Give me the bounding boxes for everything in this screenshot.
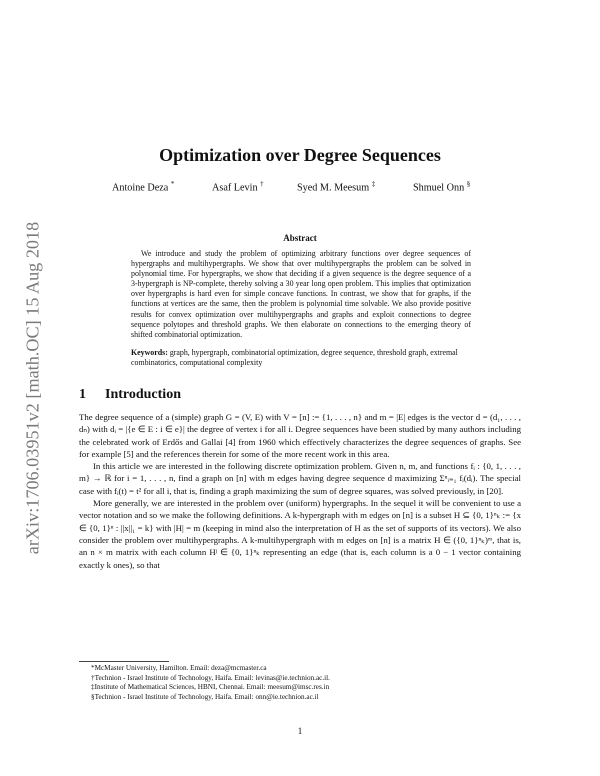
paragraph-2: In this article we are interested in the following discrete optimization problem. Given n, m, and functions fᵢ : {0, 1, . . . , m} → ℝ for i = 1, . . . , n, find a graph on [n] with m edges having degree sequence d maximizing Σⁿᵢ₌₁ fᵢ(dᵢ). The special case with fᵢ(t) = t² for all i, that is, finding a graph maximizing the sum of degree squares, was solved previously, in [20]. xyxy=(79,461,521,496)
abstract-heading: Abstract xyxy=(283,233,317,243)
section-number: 1 xyxy=(79,387,86,402)
body-text xyxy=(79,411,521,571)
footnotes xyxy=(79,664,521,702)
author-4: Shmuel Onn § xyxy=(413,180,471,194)
page-number: 1 xyxy=(297,726,303,736)
section-title: Introduction xyxy=(105,387,181,402)
abstract-text: We introduce and study the problem of optimizing arbitrary functions over degree sequences of hypergraphs and multihypergraphs. We show that over multihypergraphs the problem can be solved in polynomial time. For hypergraphs, we show that deciding if a given sequence is the degree sequence of a 3-hypergraph is NP-complete, thereby solving a 30 year long open problem. This implies that optimization over hypergraphs is hard even for simple concave functions. In contrast, we show that for graphs, if the functions at vertices are the same, then the problem is polynomial time solvable. We also provide positive results for convex optimization over multihypergraphs and graphs and exploit connections to degree sequence polytopes and threshold graphs. We then elaborate on connections to the emerging theory of shifted combinatorial optimization. xyxy=(131,249,471,339)
section-heading xyxy=(79,387,181,403)
keywords xyxy=(131,348,471,368)
author-3: Syed M. Meesum ‡ xyxy=(297,180,376,194)
keywords-label: Keywords: xyxy=(131,348,168,357)
author-2: Asaf Levin † xyxy=(212,180,264,194)
footnote-2: †Technion - Israel Institute of Technology, Haifa. Email: levinas@ie.technion.ac.il. xyxy=(91,673,330,682)
arxiv-stamp-text: arXiv:1706.03951v2 [math.OC] 15 Aug 2018 xyxy=(22,221,43,555)
paper-title: Optimization over Degree Sequences xyxy=(159,145,441,165)
footnote-1: *McMaster University, Hamilton. Email: deza@mcmaster.ca xyxy=(91,664,267,672)
paragraph-1: The degree sequence of a (simple) graph G = (V, E) with V = [n] := {1, . . . , n} and m = |E| edges is the vector d = (d₁, . . . , dₙ) with dᵢ = |{e ∈ E : i ∈ e}| the degree of vertex i for all i. Degree sequences have been studied by many authors including the celebrated work of Erdős and Gallai [4] from 1960 which effectively characterizes the degree sequences of graphs. See for example [5] and the references therein for some of the more recent work in this area. xyxy=(79,412,521,459)
paragraph-3: More generally, we are interested in the problem over (uniform) hypergraphs. In the sequel it will be convenient to use a vector notation and so we make the following definitions. A k-hypergraph with m edges on [n] is a subset H ⊆ {0, 1}ⁿₖ := {x ∈ {0, 1}ⁿ : ||x||₁ = k} with |H| = m (keeping in mind also the interpretation of H as the set of supports of its vectors). We also consider the problem over multihypergraphs. A k-multihypergraph with m edges on [n] is a matrix H ∈ ({0, 1}ⁿₖ)ᵐ, that is, an n × m matrix with each column Hʲ ∈ {0, 1}ⁿₖ representing an edge (that is, each column is a 0 − 1 vector containing exactly k ones), so that xyxy=(79,498,521,570)
footnote-4: §Technion - Israel Institute of Technology, Haifa. Email: onn@ie.technion.ac.il xyxy=(91,692,319,701)
footnote-rule xyxy=(79,661,169,662)
footnote-3: ‡Institute of Mathematical Sciences, HBNI, Chennai. Email: meesum@imsc.res.in xyxy=(91,683,330,692)
author-1: Antoine Deza * xyxy=(112,180,175,194)
keywords-text: graph, hypergraph, combinatorial optimization, degree sequence, threshold graph, extremal combinatorics, computational complexity xyxy=(131,348,458,368)
